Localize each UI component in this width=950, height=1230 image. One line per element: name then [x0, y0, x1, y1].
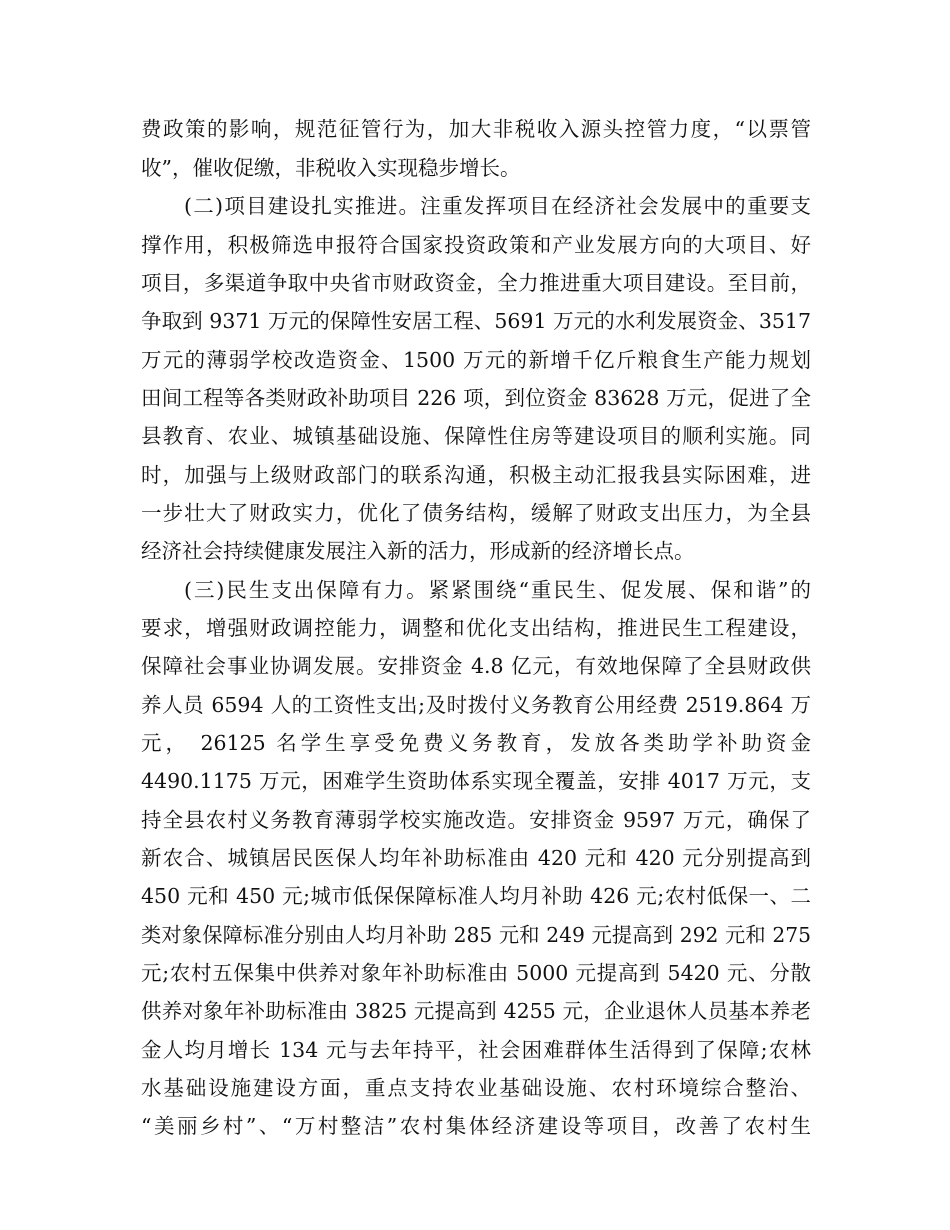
text-line: 供养对象年补助标准由 3825 元提高到 4255 元，企业退休人员基本养老 [141, 999, 811, 1023]
text-line: “美丽乡村”、“万村整洁”农村集体经济建设等项目，改善了农村生 [141, 1114, 811, 1138]
text-line: 撑作用，积极筛选申报符合国家投资政策和产业发展方向的大项目、好 [141, 233, 811, 257]
paragraph-3-start: (三)民生支出保障有力。紧紧围绕“重民生、促发展、保和谐”的 [184, 578, 811, 602]
text-line: 持全县农村义务教育薄弱学校实施改造。安排资金 9597 万元，确保了 [141, 808, 811, 832]
text-line: 4490.1175 万元，困难学生资助体系实现全覆盖，安排 4017 万元，支 [141, 769, 811, 793]
text-line: 保障社会事业协调发展。安排资金 4.8 亿元，有效地保障了全县财政供 [141, 654, 811, 678]
text-line: 项目，多渠道争取中央省市财政资金，全力推进重大项目建设。至目前， [141, 271, 811, 295]
text-line: 万元的薄弱学校改造资金、1500 万元的新增千亿斤粮食生产能力规划 [141, 348, 811, 372]
text-line: 县教育、农业、城镇基础设施、保障性住房等建设项目的顺利实施。同 [141, 424, 811, 448]
text-line: 元;农村五保集中供养对象年补助标准由 5000 元提高到 5420 元、分散 [141, 961, 811, 985]
text-line: 要求，增强财政调控能力，调整和优化支出结构，推进民生工程建设， [141, 616, 811, 640]
text-line: 一步壮大了财政实力，优化了债务结构，缓解了财政支出压力，为全县 [141, 501, 811, 525]
text-line: 田间工程等各类财政补助项目 226 项，到位资金 83628 万元，促进了全 [141, 386, 811, 410]
text-line: 养人员 6594 人的工资性支出;及时拨付义务教育公用经费 2519.864 万 [141, 693, 811, 717]
paragraph-2-start: (二)项目建设扎实推进。注重发挥项目在经济社会发展中的重要支 [184, 194, 811, 218]
text-line: 元， 26125 名学生享受免费义务教育，发放各类助学补助资金 [141, 731, 811, 755]
text-line: 争取到 9371 万元的保障性安居工程、5691 万元的水利发展资金、3517 [141, 309, 811, 333]
text-line: 经济社会持续健康发展注入新的活力，形成新的经济增长点。 [141, 539, 695, 563]
text-line: 类对象保障标准分别由人均月补助 285 元和 249 元提高到 292 元和 275 [141, 923, 811, 947]
text-line: 金人均月增长 134 元与去年持平，社会困难群体生活得到了保障;农林 [141, 1038, 811, 1062]
text-line: 费政策的影响，规范征管行为，加大非税收入源头控管力度，“以票管 [141, 117, 811, 141]
text-line: 收”，催收促缴，非税收入实现稳步增长。 [141, 156, 521, 180]
text-line: 时，加强与上级财政部门的联系沟通，积极主动汇报我县实际困难，进 [141, 463, 811, 487]
text-line: 450 元和 450 元;城市低保保障标准人均月补助 426 元;农村低保一、二 [141, 884, 811, 908]
text-line: 新农合、城镇居民医保人均年补助标准由 420 元和 420 元分别提高到 [141, 846, 811, 870]
text-line: 水基础设施建设方面，重点支持农业基础设施、农村环境综合整治、 [141, 1076, 811, 1100]
